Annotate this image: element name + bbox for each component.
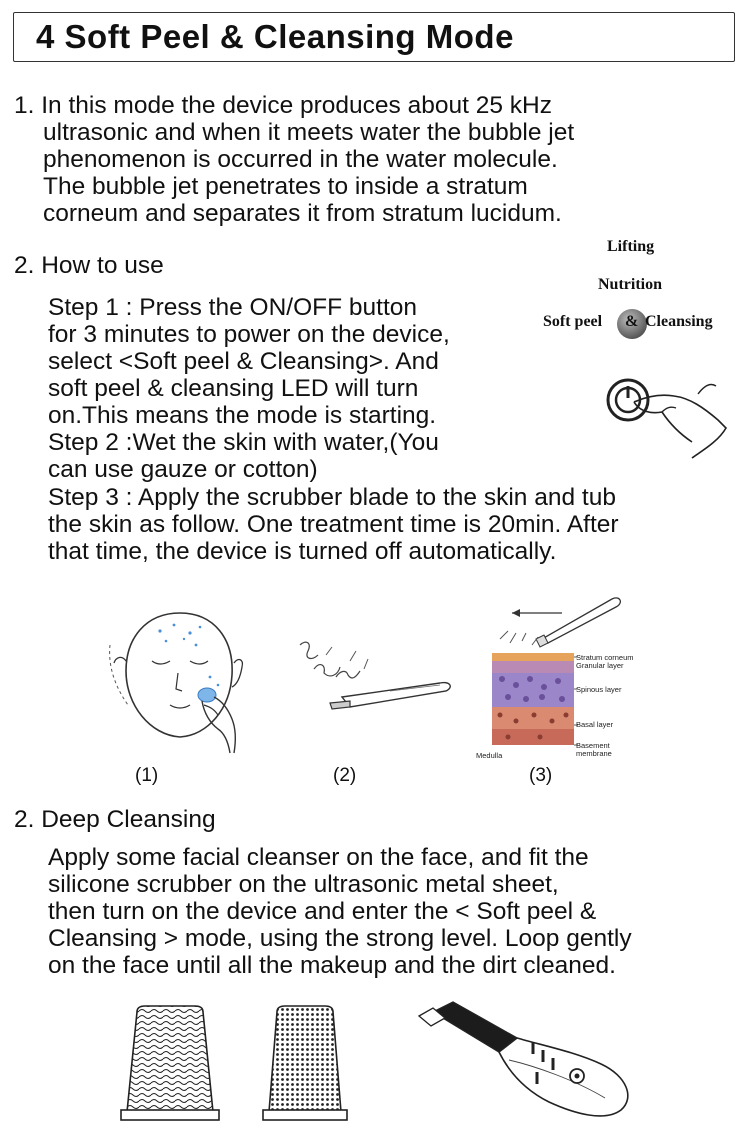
step-line-2: for 3 minutes to power on the device, xyxy=(48,321,450,348)
layer-label-medulla: Medulla xyxy=(476,751,503,760)
mode-label-cleansing: Cleansing xyxy=(645,313,713,330)
step-line-9: the skin as follow. One treatment time is 20min. After xyxy=(48,511,619,538)
step-line-5: on.This means the mode is starting. xyxy=(48,402,437,429)
section1-line-4: The bubble jet penetrates to inside a stratum xyxy=(43,173,528,200)
section1-line-3: phenomenon is occurred in the water molecule. xyxy=(43,146,558,173)
layer-label-stratum-corneum: Stratum corneum xyxy=(576,653,634,662)
mode-label-nutrition: Nutrition xyxy=(598,276,662,293)
section1-line-1: 1. In this mode the device produces about 25 kHz xyxy=(14,92,552,119)
section1-line-5: corneum and separates it from stratum lucidum. xyxy=(43,200,562,227)
how-to-use-heading: 2. How to use xyxy=(14,252,164,279)
step-line-4: soft peel & cleansing LED will turn xyxy=(48,375,419,402)
deep-cleansing-line-4: Cleansing > mode, using the strong level. Loop gently xyxy=(48,925,632,952)
silicone-scrubber-dotted-illustration xyxy=(255,1002,355,1126)
layer-label-basal: Basal layer xyxy=(576,720,614,729)
step-line-10: that time, the device is turned off automatically. xyxy=(48,538,557,565)
step-line-1: Step 1 : Press the ON/OFF button xyxy=(48,294,418,321)
mode-label-amp: & xyxy=(625,313,639,330)
layer-label-spinous: Spinous layer xyxy=(576,685,622,694)
page-title: 4 Soft Peel & Cleansing Mode xyxy=(36,18,514,55)
step-line-7: can use gauze or cotton) xyxy=(48,456,318,483)
section1-line-2: ultrasonic and when it meets water the bubble jet xyxy=(43,119,575,146)
deep-cleansing-line-5: on the face until all the makeup and the dirt cleaned. xyxy=(48,952,616,979)
step-line-3: select <Soft peel & Cleansing>. And xyxy=(48,348,439,375)
silicone-scrubber-wavy-illustration xyxy=(115,1002,225,1126)
deep-cleansing-line-2: silicone scrubber on the ultrasonic metal sheet, xyxy=(48,871,559,898)
figure-caption-2: (2) xyxy=(333,765,357,786)
layer-label-basement-2: membrane xyxy=(576,749,612,758)
deep-cleansing-line-1: Apply some facial cleanser on the face, and fit the xyxy=(48,844,589,871)
ultrasonic-device-illustration xyxy=(405,994,645,1124)
mode-label-soft-peel: Soft peel xyxy=(543,313,603,330)
step-line-8: Step 3 : Apply the scrubber blade to the skin and tub xyxy=(48,484,616,511)
skin-layers-diagram xyxy=(482,595,622,765)
figure-caption-3: (3) xyxy=(529,765,553,786)
deep-cleansing-line-3: then turn on the device and enter the < Soft peel & xyxy=(48,898,597,925)
figure-caption-1: (1) xyxy=(135,765,159,786)
layer-label-granular: Granular layer xyxy=(576,661,624,670)
layer-label-basement-1: Basement xyxy=(576,741,610,750)
face-cleansing-illustration xyxy=(100,605,260,765)
scrubber-on-skin-illustration xyxy=(290,625,460,725)
deep-cleansing-heading: 2. Deep Cleansing xyxy=(14,806,216,833)
power-button-finger-illustration xyxy=(600,368,740,468)
mode-label-lifting: Lifting xyxy=(607,238,655,255)
step-line-6: Step 2 :Wet the skin with water,(You xyxy=(48,429,439,456)
title-box xyxy=(13,12,735,62)
